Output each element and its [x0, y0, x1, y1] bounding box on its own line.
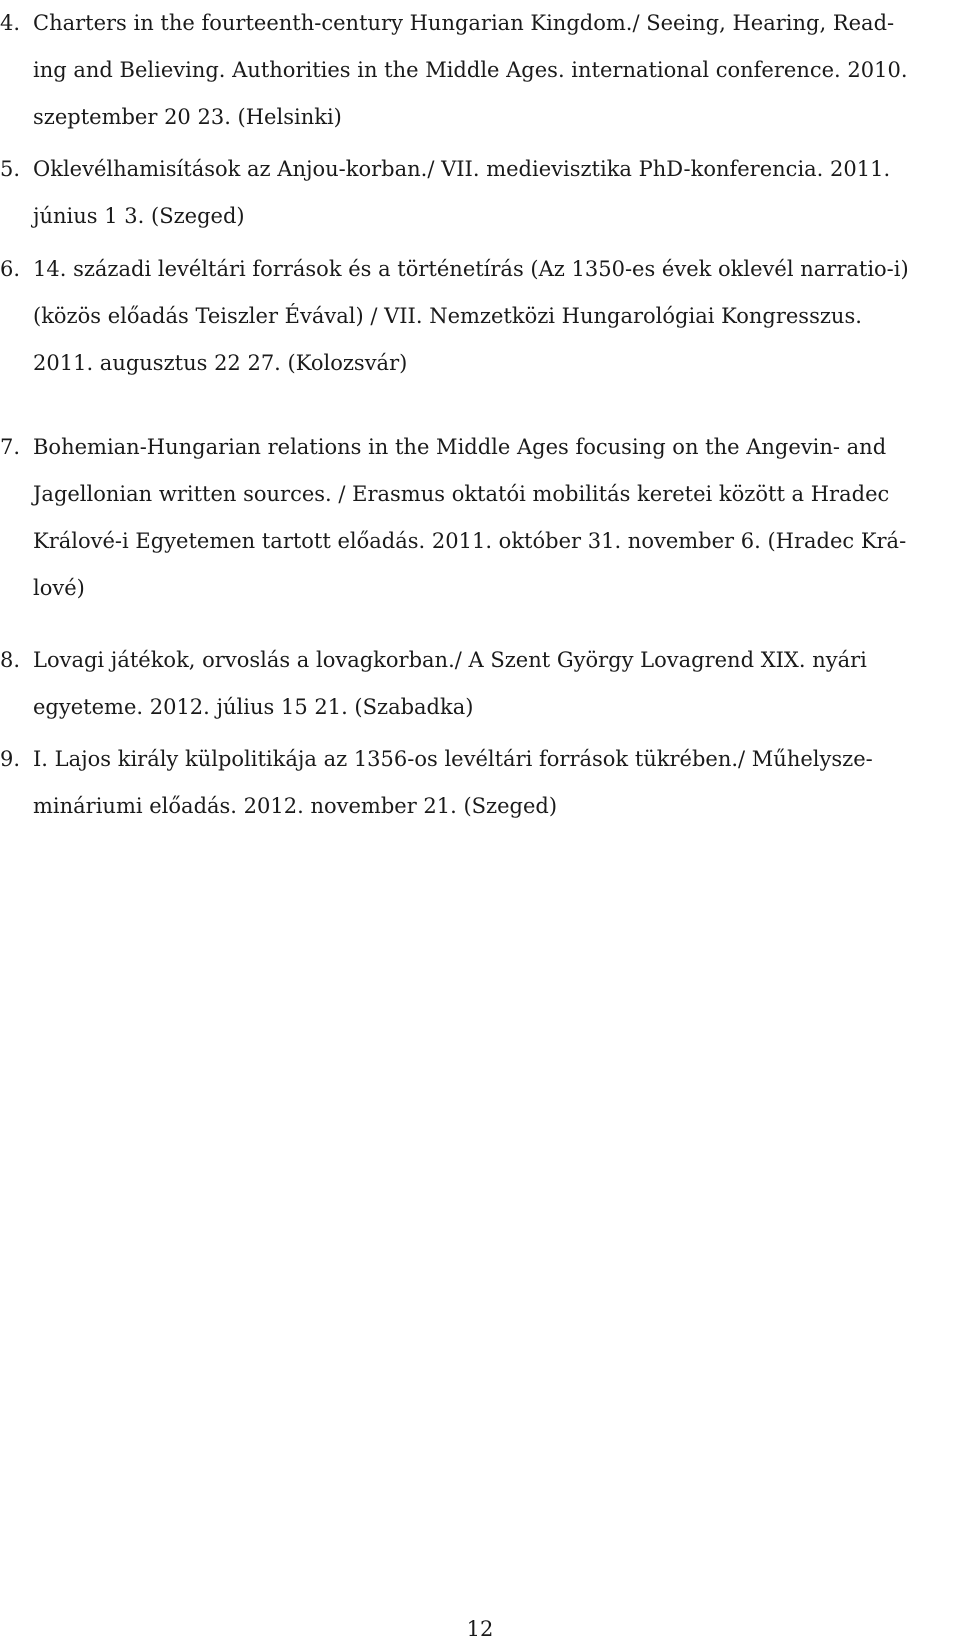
- entry-line: 2011. augusztus 22 27. (Kolozsvár): [33, 351, 408, 375]
- entry-number: 8.: [0, 648, 21, 672]
- entry-line: mináriumi előadás. 2012. november 21. (Szeged): [33, 794, 558, 818]
- entry-number: 4.: [0, 11, 21, 35]
- entry-number: 9.: [0, 747, 21, 771]
- entry-line: június 1 3. (Szeged): [33, 204, 245, 228]
- entry-line: szeptember 20 23. (Helsinki): [33, 105, 342, 129]
- entry-line: lové): [33, 576, 85, 600]
- entry-text: [33, 424, 953, 612]
- entry-line: I. Lajos király külpolitikája az 1356-os levéltári források tükrében./ Műhelysze-: [33, 747, 873, 771]
- entry-number: 6.: [0, 257, 21, 281]
- entry-line: (közös előadás Teiszler Évával) / VII. Nemzetközi Hungarológiai Kongresszus.: [33, 304, 862, 328]
- entry-text: [33, 0, 953, 141]
- entry-line: Lovagi játékok, orvoslás a lovagkorban./ A Szent György Lovagrend XIX. nyári: [33, 648, 867, 672]
- entry-number: 7.: [0, 435, 21, 459]
- entry-text: [33, 146, 953, 240]
- entry-line: Charters in the fourteenth-century Hungarian Kingdom./ Seeing, Hearing, Read-: [33, 11, 895, 35]
- entry-text: [33, 246, 953, 387]
- entry-line: Oklevélhamisítások az Anjou-korban./ VII. medievisztika PhD-konferencia. 2011.: [33, 157, 891, 181]
- entry-line: ing and Believing. Authorities in the Middle Ages. international conference. 2010.: [33, 58, 908, 82]
- entry-number: 5.: [0, 157, 21, 181]
- entry-line: Bohemian-Hungarian relations in the Middle Ages focusing on the Angevin- and: [33, 435, 887, 459]
- entry-text: [33, 736, 953, 830]
- entry-line: 14. századi levéltári források és a történetírás (Az 1350-es évek oklevél narratio-i): [33, 257, 909, 281]
- entry-line: Králové-i Egyetemen tartott előadás. 2011. október 31. november 6. (Hradec Krá-: [33, 529, 907, 553]
- page-number: 12: [466, 1617, 494, 1641]
- entry-line: egyeteme. 2012. július 15 21. (Szabadka): [33, 695, 474, 719]
- entry-line: Jagellonian written sources. / Erasmus oktatói mobilitás keretei között a Hradec: [33, 482, 890, 506]
- entry-text: [33, 637, 953, 731]
